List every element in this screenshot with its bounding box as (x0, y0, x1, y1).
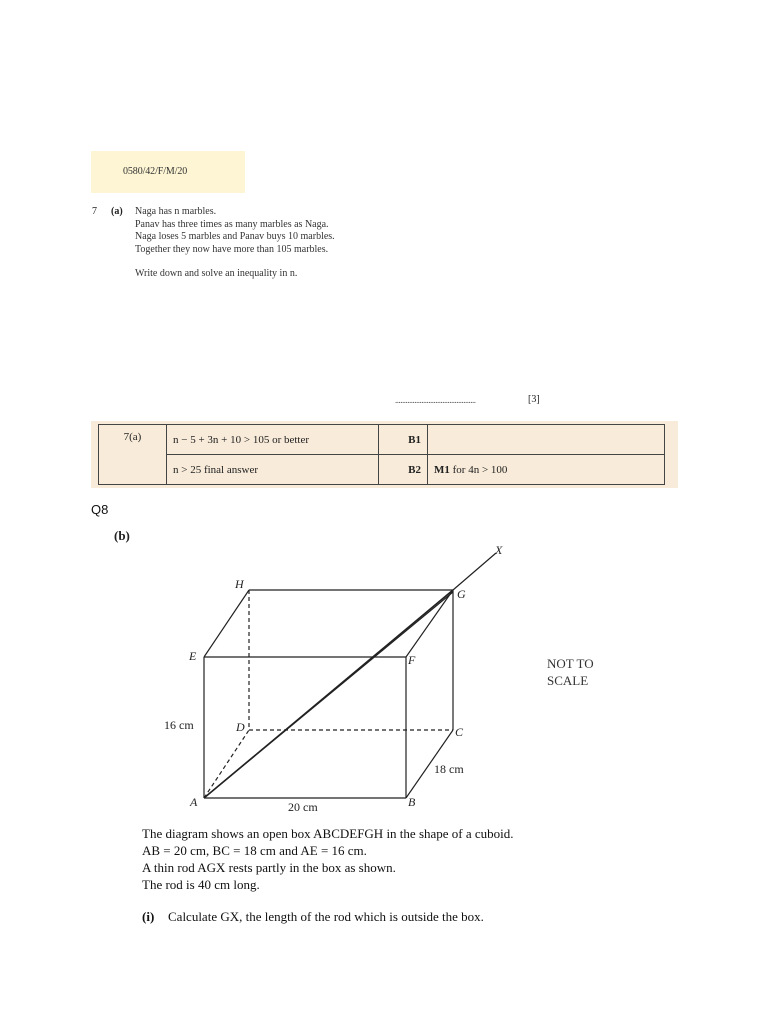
method-mark: M1 (434, 463, 450, 476)
question-7-line-3: Naga loses 5 marbles and Panav buys 10 marbles. (135, 231, 335, 242)
question-8-text-line-3: A thin rod AGX rests partly in the box as shown. (142, 860, 396, 875)
dimension-bc: 18 cm (434, 762, 464, 776)
dimension-ae: 16 cm (164, 718, 194, 732)
question-8-text-line-2: AB = 20 cm, BC = 18 cm and AE = 16 cm. (142, 843, 367, 858)
not-to-scale-line-1: NOT TO (547, 656, 594, 671)
rod-ag-inner (204, 592, 453, 798)
vertex-h-label: H (235, 577, 244, 591)
vertex-e-label: E (189, 649, 197, 663)
question-7-part-a: (a) (111, 206, 123, 217)
not-to-scale-note (547, 655, 594, 689)
vertex-b-label: B (408, 795, 416, 809)
paper-code: 0580/42/F/M/20 (123, 166, 188, 177)
question-8-text-line-4: The rod is 40 cm long. (142, 877, 260, 892)
vertex-a-label: A (190, 795, 198, 809)
mark-scheme-mark-2: B2 (379, 455, 428, 485)
subpart-i-text: Calculate GX, the length of the rod which is outside the box. (168, 909, 484, 924)
vertex-x-label: X (495, 543, 503, 557)
question-7-line-1: Naga has n marbles. (135, 206, 217, 217)
mark-scheme-question: 7(a) (99, 425, 167, 485)
question-8-label: Q8 (91, 502, 109, 517)
question-7-number: 7 (92, 206, 97, 217)
method-mark-note: for 4n > 100 (449, 463, 508, 476)
question-7-instruction: Write down and solve an inequality in n. (135, 268, 298, 279)
question-8-text-line-1: The diagram shows an open box ABCDEFGH in the shape of a cuboid. (142, 826, 514, 841)
mark-scheme-answer-2: n > 25 final answer (167, 455, 379, 485)
vertex-g-label: G (457, 587, 466, 601)
vertex-f-label: F (408, 653, 416, 667)
vertex-c-label: C (455, 725, 464, 739)
mark-scheme-mark-1: B1 (379, 425, 428, 455)
not-to-scale-line-2: SCALE (547, 673, 589, 688)
question-7-line-2: Panav has three times as many marbles as Naga. (135, 219, 329, 230)
rod-gx (453, 553, 496, 590)
vertex-d-label: D (236, 720, 245, 734)
edge-eh (204, 590, 249, 657)
edge-ad-hidden (204, 730, 249, 798)
mark-scheme-answer-1: n − 5 + 3n + 10 > 105 or better (167, 425, 379, 455)
subpart-i-label: (i) (142, 909, 155, 924)
answer-line: .............................................. (395, 395, 476, 405)
marks-allocation: [3] (528, 394, 540, 405)
question-8-part-b: (b) (114, 528, 130, 543)
question-7-line-4: Together they now have more than 105 marbles. (135, 244, 329, 255)
dimension-ab: 20 cm (288, 800, 318, 814)
